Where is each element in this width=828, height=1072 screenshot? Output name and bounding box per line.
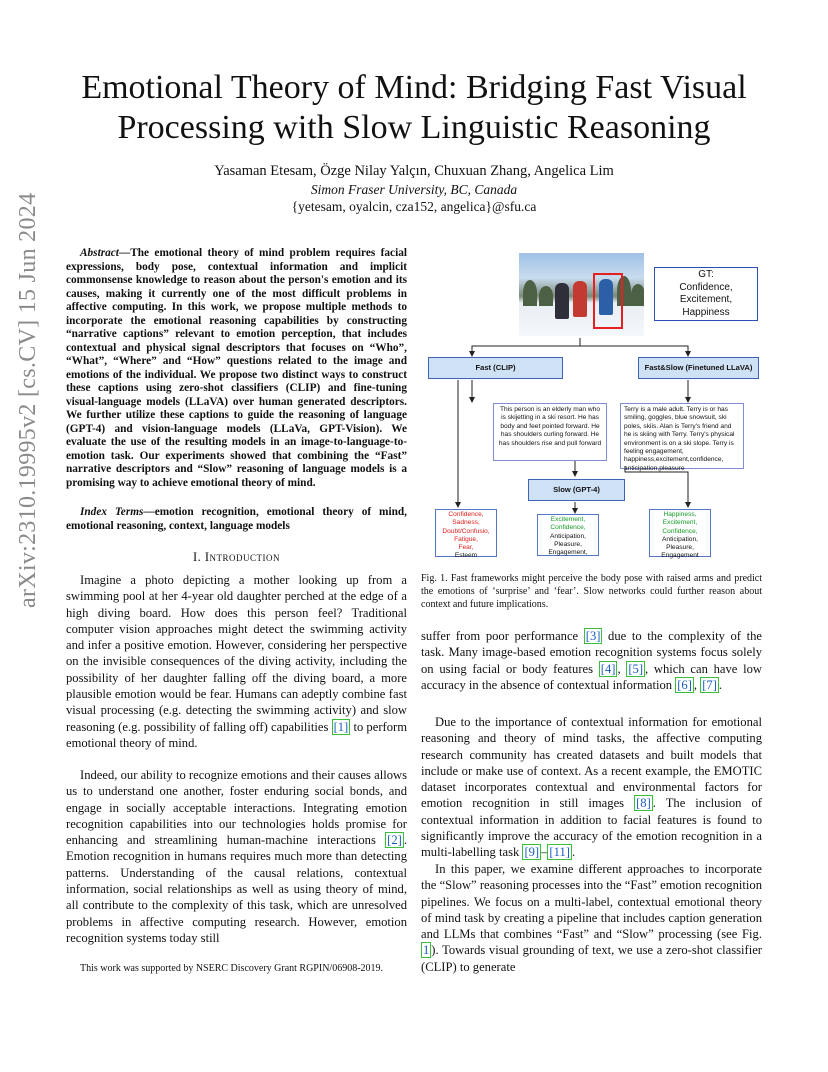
- intro-paragraph-2: Indeed, our ability to recognize emotions and their causes allows us to understand one another, foster enduring social bonds, and engage in socially acceptable interactions. Integrating emotion recognition capabilities into our technologies holds promise for enhancing and streamlining human-machine interactions [2] . Emotion recognition in humans requires much more than detecting patterns. Understanding of the causal relations, contextual information, social relationships as well as using theory of mind, all contribute to the complexity of this task, which are unresolved problems in affective computing research. However, emotion recognition systems today still: [66, 768, 407, 945]
- citation-link[interactable]: [6]: [677, 677, 692, 692]
- figure-link[interactable]: 1: [423, 943, 430, 958]
- slow-output-box: Excitement, Confidence, Anticipation, Pleasure, Engagement,: [537, 514, 599, 556]
- citation-link[interactable]: [3]: [585, 629, 601, 643]
- citation-link[interactable]: [9]: [524, 845, 540, 860]
- author-list: Yasaman Etesam, Özge Nilay Yalçın, Chuxuan Zhang, Angelica Lim: [214, 163, 614, 179]
- abstract-text: —The emotional theory of mind problem requires facial expressions, body pose, contextual information and implicit commonsense knowledge to reason about the person's emotion and its causes, making it currently one of the most difficult problems in affective computing. In this work, we propose multiple methods to incorporate the emotional reasoning capabilities by constructing “narrative captions” relevant to emotion perception, that includes contextual and physical signal descriptors that focuses on “Who”, “What”, “Where” and “How” questions related to the image and emotions of the individual. We propose two distinct ways to construct these captions using zero-shot classifiers (CLIP) and fine-tuning visual-language models (LLaVA) over human generated descriptors. We further utilize these captions to guide the reasoning of language (GPT-4) and vision-language models (LLaVa, GPT-Vision). We evaluate the use of the resulting models in an image-to-language-to-emotion task. Our experiments showed that combining the “Fast” narrative descriptors and “Slow” reasoning of language models is a promising way to achieve emotional theory of mind.: [66, 247, 407, 489]
- abstract: [66, 247, 407, 490]
- affiliation: Simon Fraser University, BC, Canada: [310, 182, 518, 197]
- intro-paragraph-1: Imagine a photo depicting a mother looking up from a swimming pool at her 4-year old daughter perched at the edge of a high diving board. How does this person feel? Traditional computer vision approaches might detect the swimming activity and infer a positive emotion. However, considering her perspective on the invisible consequences of the diving activity, including the possibility of her daughter falling off the diving board, a more plausible emotion would be fear. Humans can adeptly combine fast visual processing (e.g. detecting the swimming activity) and slow reasoning (e.g. possibility of falling off) capabilities [1] to perform emotional theory of mind.: [66, 573, 407, 750]
- citation-link[interactable]: [8]: [636, 796, 651, 811]
- paper-title: [60, 68, 768, 148]
- funding-footnote: This work was supported by NSERC Discovery Grant RGPIN/06908-2019.: [80, 963, 384, 974]
- fast-clip-box: Fast (CLIP): [428, 357, 563, 379]
- citation-link[interactable]: [5]: [628, 661, 644, 676]
- slow-gpt4-box: Slow (GPT-4): [528, 479, 625, 501]
- fastslow-output-box: Happiness, Excitement, Confidence, Anticipation, Pleasure, Engagement: [649, 509, 711, 557]
- section-heading: I. Introduction: [192, 550, 281, 564]
- author-emails: {yetesam, oyalcin, cza152, angelica}@sfu.ca: [291, 199, 537, 214]
- citation-link[interactable]: [2]: [387, 833, 402, 848]
- llava-caption-box: Terry is a male adult. Terry is or has smiling, goggles, blue snowsuit, ski poles, skiis. Alan is Terry's friend and he is skiing with Terry. Terry's physical environment is on a ski slope. Terry is feeling engagement, happiness,excitement,confidence, anticipation,pleasure: [620, 403, 744, 469]
- abstract-label: Abstract: [80, 247, 119, 259]
- fast-output-box: Confidence, Sadness, Doubt/Confusio, Fatigue, Fear, Esteem: [435, 509, 497, 557]
- clip-caption-box: This person is an elderly man who is skijetting in a ski resort. He has body and feet pointed forward. He has shoulders curling forward. He has shoulders rise and pull forward: [493, 403, 607, 461]
- title-line-1: Emotional Theory of Mind: Bridging Fast Visual: [81, 69, 747, 106]
- right-paragraph-3: In this paper, we examine different approaches to incorporate the “Slow” reasoning processes into the “Fast” emotion recognition pipelines. We focus on a multi-label, contextual emotional theory of mind task by creating a pipeline that includes caption generation and LLMs that combines “Fast” and “Slow” processing (see Fig. 1 ). Towards visual grounding of text, we use a zero-shot classifier (CLIP) to generate: [421, 862, 762, 974]
- citation-link[interactable]: [7]: [702, 677, 717, 692]
- figure-1: [420, 250, 762, 560]
- citation-link[interactable]: [1]: [333, 719, 349, 734]
- index-terms: [66, 506, 407, 533]
- index-terms-label: Index Terms: [80, 506, 144, 518]
- citation-link[interactable]: [11]: [549, 845, 570, 860]
- title-line-2: Processing with Slow Linguistic Reasoning: [117, 109, 711, 146]
- figure-caption: Fig. 1. Fast frameworks might perceive the body pose with raised arms and predict the emotions of ‘surprise’ and ‘fear’. Slow networks could further reason about context and future implications.: [421, 573, 762, 610]
- index-terms-text: —emotion recognition, emotional theory of mind, emotional reasoning, context, language models: [66, 506, 407, 532]
- arxiv-sidebar-id: arXiv:2310.19995v2 [cs.CV] 15 Jun 2024: [15, 192, 41, 608]
- right-paragraph-1: suffer from poor performance [3] due to the complexity of the task. Many image-based emotion recognition systems focus solely on using facial or body features [4] , [5] , which can have low accuracy in the absence of contextual information [6] , [7] .: [421, 629, 762, 692]
- ground-truth-box: GT: Confidence, Excitement, Happiness: [654, 267, 758, 321]
- right-paragraph-2: Due to the importance of contextual information for emotional reasoning and theory of mind tasks, the affective computing research community has created datasets and built models that include or make use of context. As a recent example, the EMOTIC dataset incorporates contextual and environmental factors for emotion recognition in still images [8] . The inclusion of contextual information in addition to facial features is found to significantly improve the accuracy of the emotion recognition in a multi-labelling task [9] – [11] .: [421, 715, 762, 860]
- fastslow-llava-box: Fast&Slow (Finetuned LLaVA): [638, 357, 759, 379]
- citation-link[interactable]: [4]: [600, 661, 616, 676]
